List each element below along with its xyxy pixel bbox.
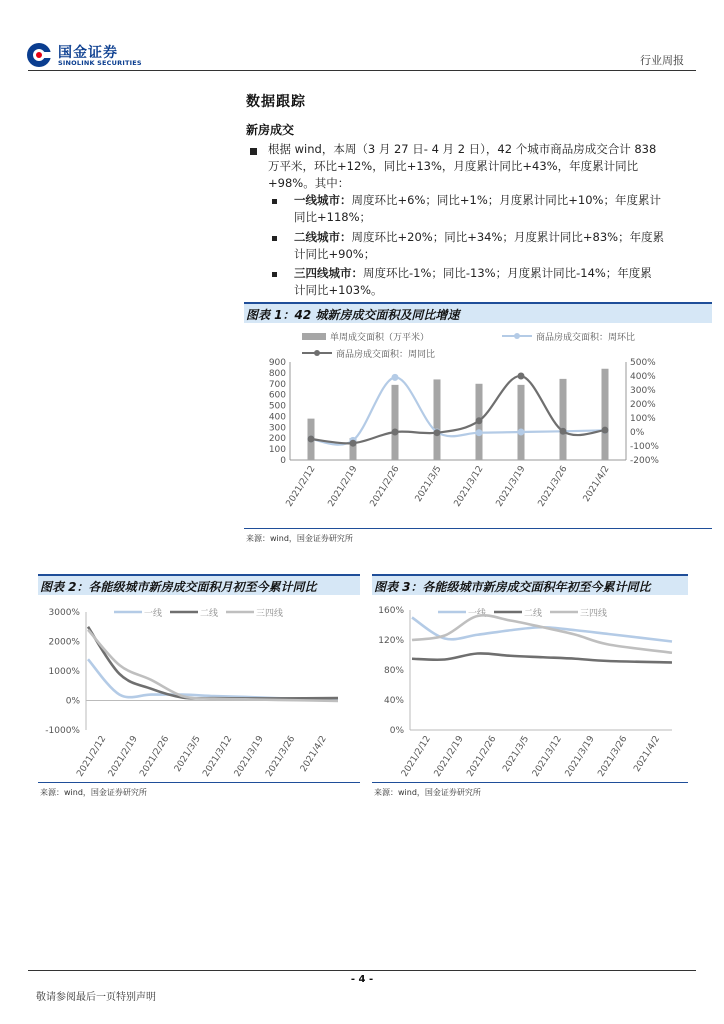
y-tick-label: 0% (65, 696, 80, 707)
yoy-line-point (350, 440, 357, 447)
x-tick-label: 2021/2/26 (138, 734, 172, 779)
legend-swatch-marker (514, 333, 520, 339)
y-tick-label: 0% (389, 726, 404, 736)
wow-line-point (476, 429, 483, 436)
y-tick-label-right: 400% (630, 372, 656, 382)
legend-label: 三四线 (580, 609, 608, 619)
y-tick-label: 160% (378, 606, 404, 616)
footer-divider (28, 970, 696, 971)
series-line-1 (412, 618, 672, 642)
x-tick-label: 2021/4/2 (298, 734, 329, 774)
legend-label: 单周成交面积（万平米） (330, 333, 430, 343)
y-tick-label-left: 0 (280, 456, 286, 466)
figure-1-title-bar (244, 302, 712, 323)
tier3-text: 周度环比-1%；同比-13%；月度累计同比-14%；年度累 (363, 266, 652, 280)
tier3-line-2: 计同比+103%。 (294, 283, 383, 297)
tier3-line-1 (294, 265, 652, 282)
figure-1-source: 来源：wind，国金证券研究所 (246, 534, 353, 543)
legend-label: 二线 (524, 609, 543, 619)
series-line-2 (88, 627, 338, 699)
summary-line-1: 根据 wind，本周（3 月 27 日- 4 月 2 日），42 个城市商品房成交合计 838 (268, 142, 657, 156)
x-tick-label: 2021/2/26 (465, 734, 499, 779)
figure-3-title: 图表 3：各能级城市新房成交面积年初至今累计同比 (374, 580, 651, 594)
figure-3-source-divider (372, 782, 688, 783)
y-tick-label-left: 900 (268, 358, 286, 368)
y-tick-label: 40% (383, 696, 404, 706)
y-tick-label-left: 200 (268, 434, 286, 445)
series-line-2 (412, 653, 672, 662)
y-tick-label-right: 500% (630, 358, 656, 368)
legend-label: 二线 (200, 609, 219, 619)
yoy-line-point (434, 429, 441, 436)
report-type: 行业周报 (640, 54, 684, 67)
y-tick-label-left: 400 (268, 412, 286, 423)
x-tick-label: 2021/3/26 (264, 734, 298, 779)
tier1-label: 一线城市： (294, 193, 352, 207)
x-tick-label: 2021/2/12 (399, 734, 433, 779)
x-tick-label: 2021/2/19 (432, 734, 466, 779)
y-tick-label-right: -100% (630, 442, 659, 452)
tier1-line-2: 同比+118%； (294, 210, 372, 224)
y-tick-label-left: 600 (268, 390, 286, 401)
figure-3-source: 来源：wind，国金证券研究所 (374, 788, 481, 797)
figure-1-title: 图表 1：42 城新房成交面积及同比增速 (246, 308, 460, 322)
bar (392, 385, 399, 460)
x-tick-label: 2021/2/12 (75, 734, 109, 779)
y-tick-label: -1000% (45, 726, 80, 736)
tier1-text: 周度环比+6%；同比+1%；月度累计同比+10%；年度累计 (351, 193, 661, 207)
figure-1-source-divider (244, 528, 712, 529)
legend-label: 商品房成交面积：周同比 (336, 350, 436, 360)
footer-disclaimer: 敬请参阅最后一页特别声明 (36, 992, 156, 1003)
x-tick-label: 2021/3/5 (413, 464, 444, 504)
yoy-line-point (392, 429, 399, 436)
yoy-line-point (560, 428, 567, 435)
y-tick-label-right: 0% (630, 428, 645, 438)
y-tick-label-right: 300% (630, 386, 656, 396)
y-tick-label: 2000% (48, 637, 80, 648)
y-tick-label: 80% (383, 666, 404, 676)
x-tick-label: 2021/3/12 (201, 734, 235, 779)
x-tick-label: 2021/3/19 (494, 464, 528, 509)
wow-line-point (392, 374, 399, 381)
x-tick-label: 2021/3/12 (452, 464, 486, 509)
tier2-text: 周度环比+20%；同比+34%；月度累计同比+83%；年度累 (351, 230, 665, 244)
company-logo-icon (26, 42, 52, 68)
y-tick-label-left: 800 (268, 368, 286, 379)
tier2-line-1 (294, 229, 664, 246)
tier1-line-1 (294, 192, 661, 209)
x-tick-label: 2021/4/2 (632, 734, 663, 774)
figure-2-source: 来源：wind，国金证券研究所 (40, 788, 147, 797)
section-subtitle: 新房成交 (246, 123, 295, 137)
legend-swatch-bar (302, 333, 326, 340)
bullet-marker (272, 236, 277, 241)
y-tick-label: 120% (378, 636, 404, 646)
yoy-line-point (308, 436, 315, 443)
x-tick-label: 2021/2/19 (106, 734, 140, 779)
legend-label: 一线 (468, 609, 487, 619)
legend-swatch-marker (314, 350, 320, 356)
x-tick-label: 2021/3/5 (172, 734, 203, 774)
legend-label: 一线 (144, 609, 163, 619)
figure-2-title: 图表 2：各能级城市新房成交面积月初至今累计同比 (40, 580, 317, 594)
bullet-marker (250, 148, 257, 155)
bullet-marker (272, 199, 277, 204)
bar (434, 379, 441, 460)
wow-line-point (518, 429, 525, 436)
yoy-line-point (602, 427, 609, 434)
legend-label: 三四线 (256, 609, 284, 619)
tier3-label: 三四线城市： (294, 266, 363, 280)
x-tick-label: 2021/3/12 (530, 734, 564, 779)
figure-3-title-bar (372, 574, 688, 595)
series-line-3 (412, 615, 672, 652)
y-tick-label-left: 500 (268, 401, 286, 412)
summary-line-2: 万平米，环比+12%，同比+13%，月度累计同比+43%，年度累计同比 (268, 159, 639, 173)
x-tick-label: 2021/3/26 (536, 464, 570, 509)
x-tick-label: 2021/3/19 (232, 734, 266, 779)
series-line-3 (88, 630, 338, 701)
y-tick-label: 1000% (48, 667, 80, 677)
y-tick-label-left: 100 (268, 445, 286, 456)
x-tick-label: 2021/3/5 (501, 734, 532, 774)
section-title: 数据跟踪 (246, 94, 306, 110)
x-tick-label: 2021/3/26 (596, 734, 630, 779)
x-tick-label: 2021/2/12 (284, 464, 318, 509)
figure-3-chart (372, 598, 688, 780)
summary-line-3: +98%。其中： (268, 176, 350, 190)
page-number: - 4 - (350, 974, 374, 985)
legend-label: 商品房成交面积：周环比 (536, 333, 636, 343)
y-tick-label-right: 100% (630, 414, 656, 424)
tier2-label: 二线城市： (294, 230, 352, 244)
figure-2-title-bar (38, 574, 360, 595)
y-tick-label-left: 700 (268, 379, 286, 390)
y-tick-label: 3000% (48, 608, 80, 618)
x-tick-label: 2021/3/19 (563, 734, 597, 779)
y-tick-label-right: 200% (630, 400, 656, 410)
logo-text-cn: 国金证券 (58, 45, 118, 61)
bar (560, 379, 567, 460)
x-tick-label: 2021/2/19 (326, 464, 360, 509)
bar (602, 369, 609, 460)
y-tick-label-left: 300 (268, 423, 286, 434)
logo-text-en: SINOLINK SECURITIES (58, 59, 142, 67)
figure-2-source-divider (38, 782, 360, 783)
header-divider (28, 70, 696, 71)
yoy-line-point (476, 417, 483, 424)
figure-1-chart (244, 324, 712, 524)
yoy-line-point (518, 373, 525, 380)
x-tick-label: 2021/4/2 (581, 464, 612, 504)
bar (518, 385, 525, 460)
tier2-line-2: 计同比+90%； (294, 247, 376, 261)
y-tick-label-right: -200% (630, 456, 659, 466)
bullet-marker (272, 272, 277, 277)
x-tick-label: 2021/2/26 (368, 464, 402, 509)
figure-2-chart (38, 598, 360, 780)
